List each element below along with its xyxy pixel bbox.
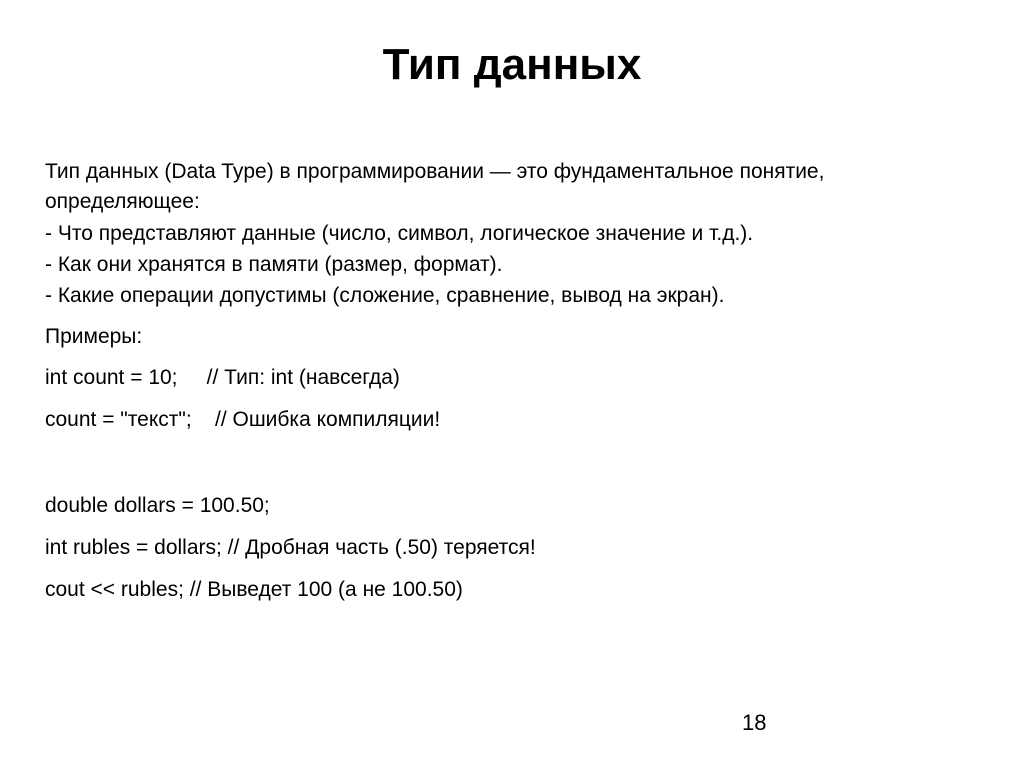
intro-line: - Что представляют данные (число, символ, логическое значение и т.д.). xyxy=(45,222,754,245)
code-line: int count = 10; // Тип: int (навсегда) xyxy=(45,366,400,389)
code-line: double dollars = 100.50; xyxy=(45,494,270,517)
intro-line: - Как они хранятся в памяти (размер, формат). xyxy=(45,253,503,276)
slide-title: Тип данных xyxy=(382,40,642,89)
intro-line: - Какие операции допустимы (сложение, сравнение, вывод на экран). xyxy=(45,284,725,307)
intro-line: Тип данных (Data Type) в программировании — это фундаментальное понятие, xyxy=(45,160,825,183)
examples-label: Примеры: xyxy=(45,325,143,348)
page-number: 18 xyxy=(742,710,767,735)
intro-line: определяющее: xyxy=(45,190,200,213)
code-line: int rubles = dollars; // Дробная часть (.50) теряется! xyxy=(45,536,536,559)
code-line: cout << rubles; // Выведет 100 (а не 100.50) xyxy=(45,578,463,601)
code-line: count = "текст"; // Ошибка компиляции! xyxy=(45,408,441,431)
